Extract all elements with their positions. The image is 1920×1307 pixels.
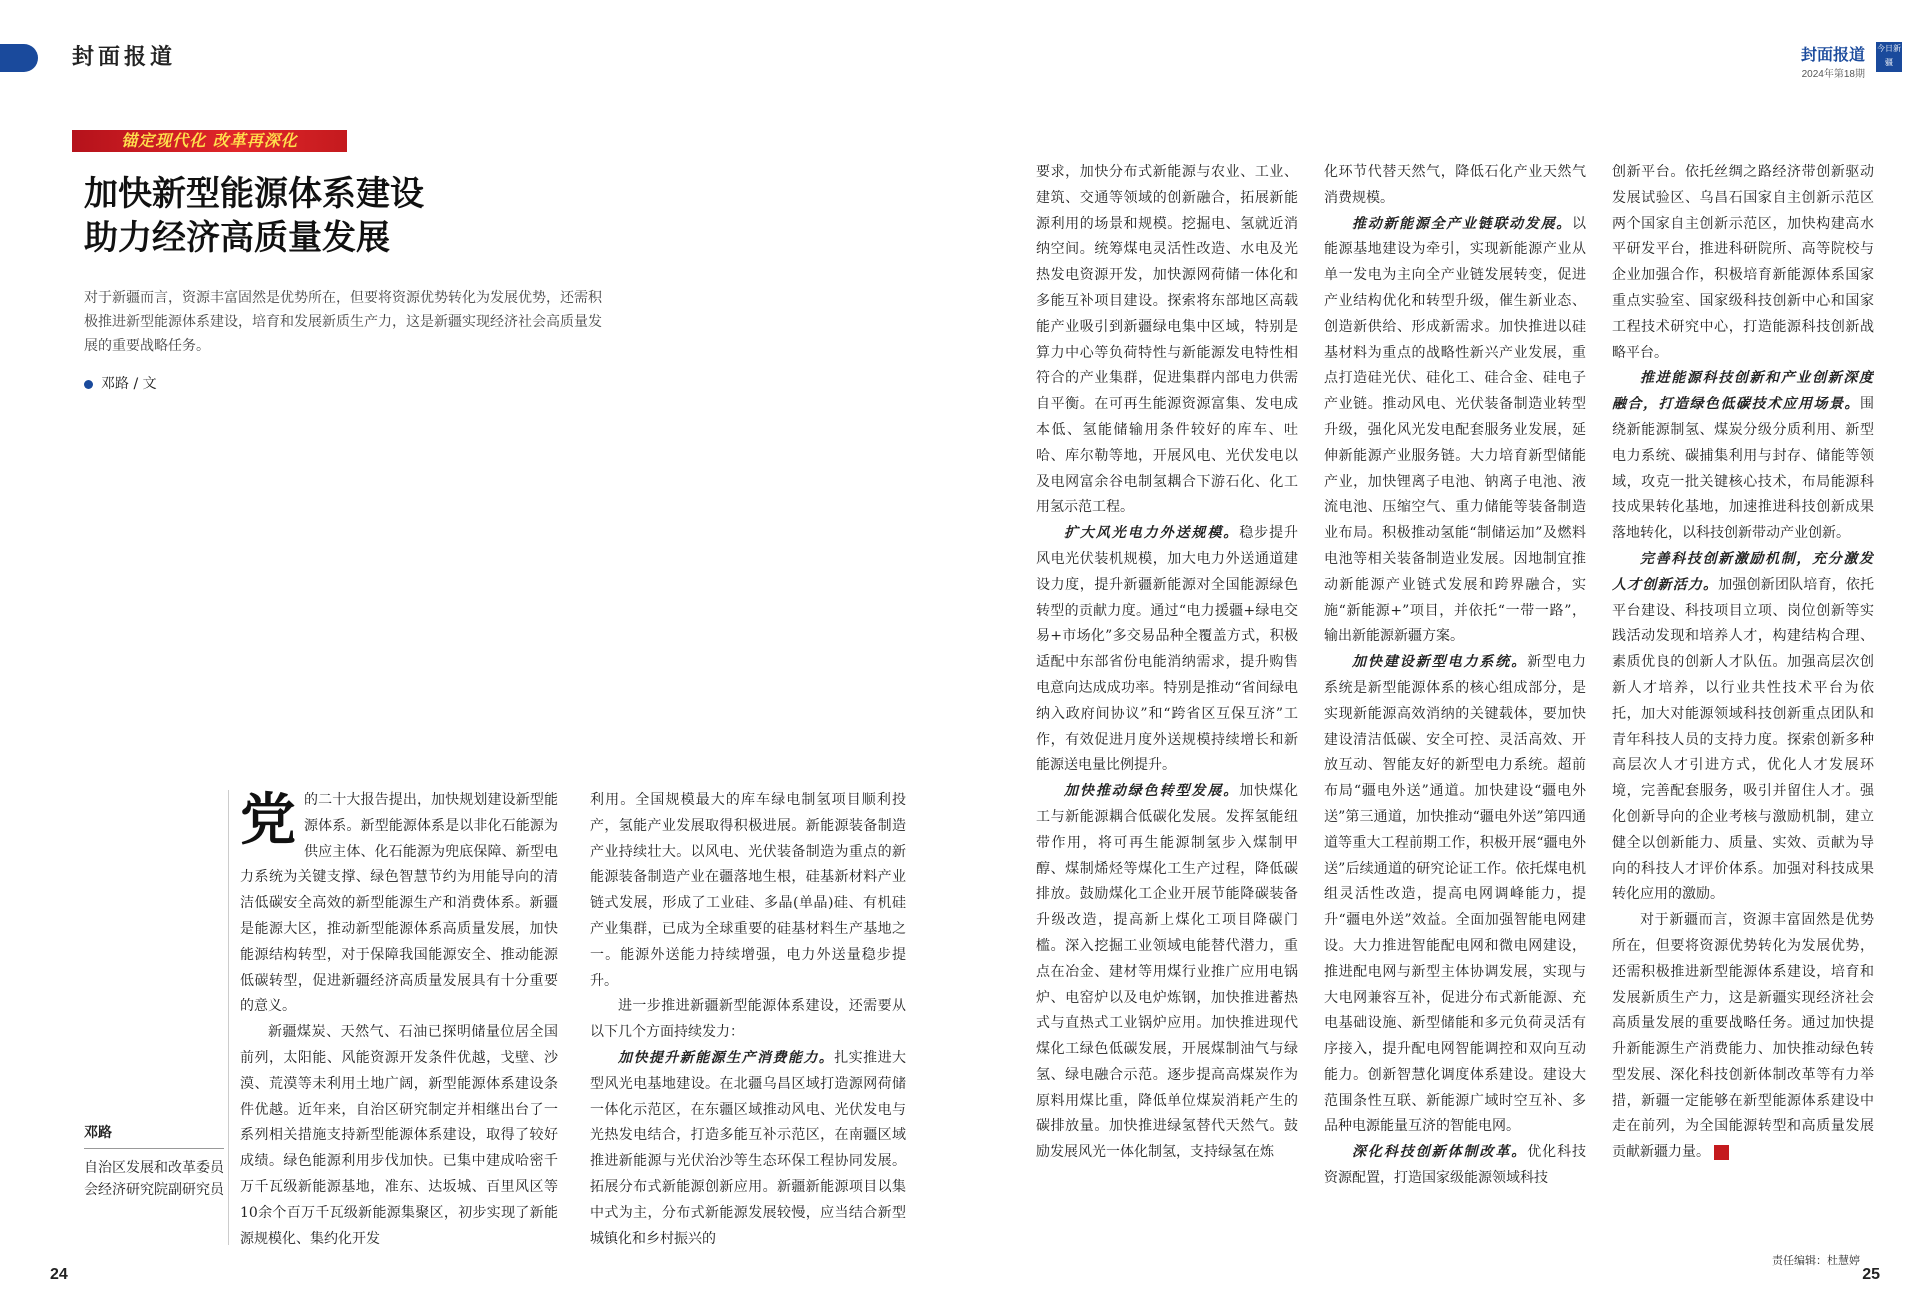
paragraph-body: 稳步提升风电光伏装机规模，加大电力外送通道建设力度，提升新疆新能源对全国能源绿色转型的贡献力度。通过“电力援疆+绿电交易+市场化”多交易品种全覆盖方式，积极适配中东部省份电能消纳需求，提升购售电意向达成成功率。特别是推动“省间绿电纳入政府间协议”和“跨省区互保互济”工作，有效促进月度外送规模持续增长和新能源送电量比例提升。 [1036,525,1298,774]
column-5 [1612,160,1874,1255]
paragraph: 进一步推进新疆新型能源体系建设，还需要从以下几个方面持续发力： [590,998,906,1041]
subheading: 扩大风光电力外送规模。 [1064,525,1240,542]
paragraph-body: 优化科技资源配置，打造国家级能源领域科技 [1324,1144,1586,1187]
paragraph [1324,212,1586,651]
brand-name: 封面报道 [1800,47,1865,64]
column-2 [590,788,906,1258]
paragraph: 新疆煤炭、天然气、石油已探明储量位居全国前列，太阳能、风能资源开发条件优越，戈壁、沙漠、荒漠等未利用土地广阔，新型能源体系建设条件优越。近年来，自治区研究制定并相继出台了一系列相关措施支持新型能源体系建设，取得了较好成绩。绿色能源利用步伐加快。已集中建成哈密千万千瓦级新能源基地，准东、达坂城、百里风区等10余个百万千瓦级新能源集聚区，初步实现了新能源规模化、集约化开发 [240,1024,558,1247]
paragraph [1324,650,1586,1140]
paragraph-body: 加快煤化工与新能源耦合低碳化发展。发挥氢能纽带作用，将可再生能源制氢步入煤制甲醇、煤制烯烃等煤化工生产过程，降低碳排放。鼓励煤化工企业开展节能降碳装备升级改造，提高新上煤化工项目降碳门槛。深入挖掘工业领域电能替代潜力，重点在冶金、建材等用煤行业推广应用电锅炉、电窑炉以及电炉炼钢，加快推进蓄热式与直热式工业锅炉应用。加快推进现代煤化工绿色低碳发展，开展煤制油气与绿氢、绿电融合示范。逐步提高高煤炭作为原料用煤比重，降低单位煤炭消耗产生的碳排放量。加快推进绿氢替代天然气。鼓励发展风光一体化制氢，支持绿氢在炼 [1036,783,1298,1161]
end-mark-icon [1714,1145,1729,1160]
paragraph: 创新平台。依托丝绸之路经济带创新驱动发展试验区、乌昌石国家自主创新示范区两个国家自主创新示范区，加快构建高水平研发平台，推进科研院所、高等院校与企业加强合作，积极培育新能源体系国家重点实验室、国家级科技创新中心和国家工程技术研究中心，打造能源科技创新战略平台。 [1612,164,1874,361]
byline-text: 邓路 / 文 [101,376,157,392]
subheading: 推进能源科技创新和产业创新深度融合，打造绿色低碳技术应用场景。 [1612,370,1874,413]
paragraph: 化环节代替天然气，降低石化产业天然气消费规模。 [1324,164,1586,206]
page-number-left: 24 [50,1266,68,1283]
author-name: 邓路 [84,1122,224,1149]
paragraph-body: 对于新疆而言，资源丰富固然是优势所在，但要将资源优势转化为发展优势，还需积极推进新型能源体系建设，培育和发展新质生产力，这是新疆实现经济社会高质量发展的重要战略任务。通过加快提升新能源生产消费能力、加快推动绿色转型发展、深化科技创新体制改革等有力举措，新疆一定能够在新型能源体系建设中走在前列，为全国能源转型和高质量发展贡献新疆力量。 [1612,912,1874,1161]
column-3 [1036,160,1298,1255]
article-title [84,172,684,260]
paragraph [1612,908,1874,1166]
subheading: 加快建设新型电力系统。 [1352,654,1528,671]
column-4 [1324,160,1586,1255]
byline [84,373,157,393]
author-title: 自治区发展和改革委员会经济研究院副研究员 [84,1160,224,1198]
magazine-brand [1801,42,1865,80]
title-line-2: 助力经济高质量发展 [84,218,390,258]
page-number-right: 25 [1862,1266,1880,1283]
section-tab-marker [0,44,38,72]
paragraph [590,1046,906,1252]
editor-credit: 责任编辑：杜慧婷 [1772,1254,1860,1267]
drop-cap: 党 [240,788,296,853]
author-box [84,1122,224,1201]
paragraph: 要求，加快分布式新能源与农业、工业、建筑、交通等领域的创新融合，拓展新能源利用的场景和规模。挖掘电、氢就近消纳空间。统筹煤电灵活性改造、水电及光热发电资源开发，加快源网荷储一体化和多能互补项目建设。探索将东部地区高载能产业吸引到新疆绿电集中区域，特别是算力中心等负荷特性与新能源发电特性相符合的产业集群，促进集群内部电力供需自平衡。在可再生能源资源富集、发电成本低、氢能储输用条件较好的库车、吐哈、库尔勒等地，开展风电、光伏发电以及电网富余谷电制氢耦合下游石化、化工用氢示范工程。 [1036,164,1298,516]
subheading: 推动新能源全产业链联动发展。 [1352,215,1572,232]
paragraph [1612,366,1874,547]
column-1 [240,788,558,1258]
title-line-1: 加快新型能源体系建设 [84,174,424,214]
paragraph-body: 围绕新能源制氢、煤炭分级分质利用、新型电力系统、碳捕集利用与封存、储能等领域，攻克一批关键核心技术，布局能源科技成果转化基地，加速推进科技创新成果落地转化，以科技创新带动产业创新。 [1612,396,1874,542]
article-lead: 对于新疆而言，资源丰富固然是优势所在，但要将资源优势转化为发展优势，还需积极推进新型能源体系建设，培育和发展新质生产力，这是新疆实现经济社会高质量发展的重要战略任务。 [84,290,602,354]
section-label: 封面报道 [72,44,177,70]
paragraph [1612,547,1874,908]
byline-dot-icon [84,380,93,389]
brand-badge: 今日新疆 [1876,42,1902,72]
paragraph: 利用。全国规模最大的库车绿电制氢项目顺利投产，氢能产业发展取得积极进展。新能源装备制造产业持续壮大。以风电、光伏装备制造为重点的新能源装备制造产业在疆落地生根，硅基新材料产业链式发展，形成了工业硅、多晶(单晶)硅、有机硅产业集群，已成为全球重要的硅基材料生产基地之一。能源外送能力持续增强，电力外送量稳步提升。 [590,792,906,989]
subheading: 加快推动绿色转型发展。 [1064,783,1240,800]
paragraph [1036,779,1298,1166]
subheading: 加快提升新能源生产消费能力。 [618,1049,835,1066]
paragraph-body: 新型电力系统是新型能源体系的核心组成部分，是实现新能源高效消纳的关键载体，要加快建设清洁低碳、安全可控、灵活高效、开放互动、智能友好的新型电力系统。超前布局“疆电外送”通道。加快建设“疆电外送”第三通道，加快推动“疆电外送”第四通道等重大工程前期工作，积极开展“疆电外送”后续通道的研究论证工作。依托煤电机组灵活性改造，提高电网调峰能力，提升“疆电外送”效益。全面加强智能电网建设。大力推进智能配电网和微电网建设，推进配电网与新型主体协调发展，实现与大电网兼容互补，促进分布式新能源、充电基础设施、新型储能和多元负荷灵活有序接入，提升配电网智能调控和双向互动能力。创新智慧化调度体系建设。建设大范围条性互联、新能源广域时空互补、多品种电源能量互济的智能电网。 [1324,654,1586,1135]
subheading: 深化科技创新体制改革。 [1352,1144,1528,1161]
paragraph [1036,521,1298,779]
author-divider [228,790,229,1245]
brand-issue: 2024年第18期 [1801,69,1865,80]
right-page [960,0,1920,1307]
paragraph [1324,1140,1586,1192]
paragraph: 的二十大报告提出，加快规划建设新型能源体系。新型能源体系是以非化石能源为供应主体、化石能源为兜底保障、新型电力系统为关键支撑、绿色智慧节约为用能导向的清洁低碳安全高效的新型能源生产和消费体系。新疆是能源大区，推动新型能源体系高质量发展，加快能源结构转型，对于保障我国能源安全、推动能源低碳转型，促进新疆经济高质量发展具有十分重要的意义。 [240,792,558,1015]
paragraph-body: 加强创新团队培育，依托平台建设、科技项目立项、岗位创新等实践活动发现和培养人才，构建结构合理、素质优良的创新人才队伍。加强高层次创新人才培养，以行业共性技术平台为依托，加大对能源领域科技创新重点团队和青年科技人员的支持力度。探索创新多种高层次人才引进方式，优化人才发展环境，完善配套服务，吸引并留住人才。强化创新导向的企业考核与激励机制，建立健全以创新能力、质量、实效、贡献为导向的科技人才评价体系。加强对科技成果转化应用的激励。 [1612,576,1874,903]
paragraph-body: 以能源基地建设为牵引，实现新能源产业从单一发电为主向全产业链发展转变，促进产业结构优化和转型升级，催生新业态、创造新供给、形成新需求。加快推进以硅基材料为重点的战略性新兴产业发展，重点打造硅光伏、硅化工、硅合金、硅电子产业链。推动风电、光伏装备制造业转型升级，强化风光发电配套服务业发展，延伸新能源产业服务链。大力培育新型储能产业，加快锂离子电池、钠离子电池、液流电池、压缩空气、重力储能等装备制造业布局。积极推动氢能“制储运加”及燃料电池等相关装备制造业发展。因地制宜推动新能源产业链式发展和跨界融合，实施“新能源+”项目，并依托“一带一路”，输出新能源新疆方案。 [1324,215,1586,645]
paragraph-body: 扎实推进大型风光电基地建设。在北疆乌昌区域打造源网荷储一体化示范区，在东疆区域推动风电、光伏发电与光热发电结合，打造多能互补示范区，在南疆区域推进新能源与光伏治沙等生态环保工程协同发展。拓展分布式新能源创新应用。新疆新能源项目以集中式为主，分布式新能源发展较慢，应当结合新型城镇化和乡村振兴的 [590,1049,906,1247]
topic-banner: 锚定现代化 改革再深化 [72,130,347,152]
subheading: 完善科技创新激励机制，充分激发人才创新活力。 [1612,550,1874,593]
